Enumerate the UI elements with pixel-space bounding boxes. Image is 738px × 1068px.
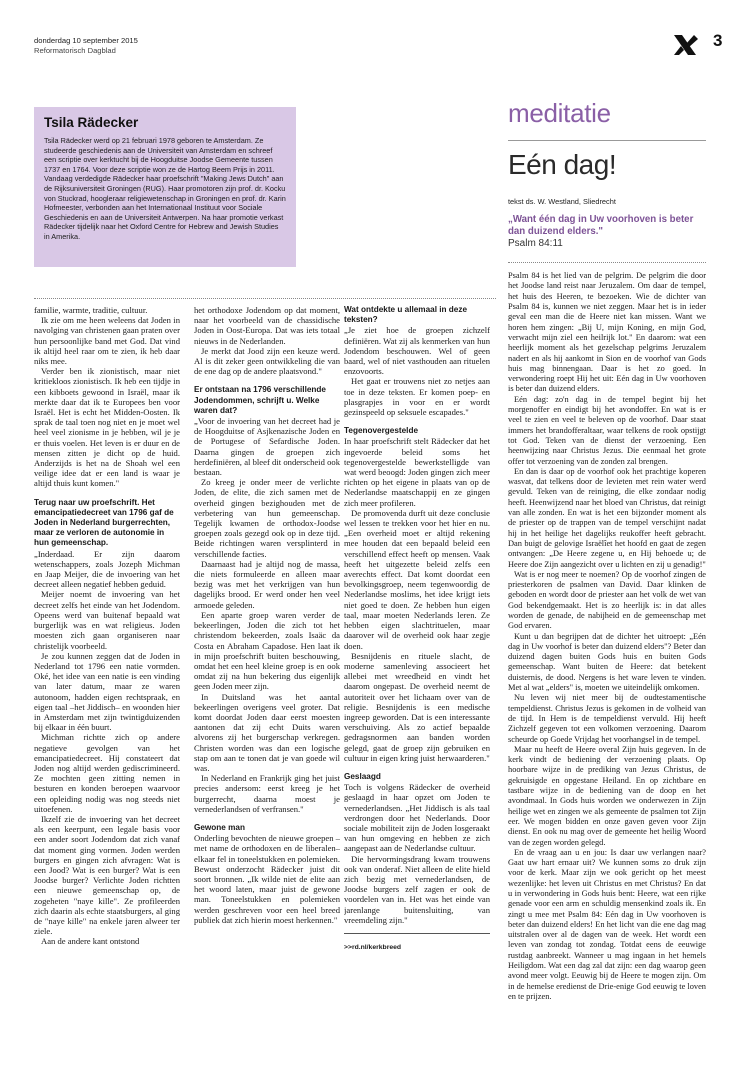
link-rule (344, 933, 490, 934)
meditatie-paragraph: Maar nu heeft de Heere overal Zijn huis gegeven. In de kerk vindt de bediening der verzoening plaats. Op hoorbare wijze in de prediking van Jezus Christus, de gekruisigde en opgestane Heiland. En op zichtbare en tastbare wijze in de bediening van de doop en het avondmaal. In Gods huis worden we onderwezen in Zijn heilige wet en zingen we als gemeente de psalmen tot Zijn eer. We mogen bidden en onze gaven geven voor Zijn dienst. En ook nu mag over de gemeente het heilig Woord van de zegen worden gelegd. (508, 744, 706, 847)
meditatie-title: Eén dag! (508, 149, 617, 180)
article-paragraph: Toch is volgens Rädecker de overheid geslaagd in haar opzet om Joden te vernederlandsen. „Het Jiddisch is als taal verdrongen door het Nederlands. Door sociale mobiliteit zijn de Joden losgeraakt van hun omgeving en hebben ze zich aangepast aan de Nederlandse cultuur. (344, 782, 490, 854)
article-paragraph: het orthodoxe Jodendom op dat moment, naar het voorbeeld van de chassidische Joden in Oost-Europa. Dat was iets totaal nieuws in de Nederlanden. (194, 305, 340, 346)
article-paragraph: Michman richtte zich op andere negatieve gevolgen van het emancipatiedecreet. Hij constateert dat Joden nog altijd werden gediscrimineerd. Ze mochten geen zitting nemen in besturen en konden beroepen waarvoor een opleiding nodig was nog steeds niet uitoefenen. (34, 732, 180, 814)
page-number: 3 (713, 31, 723, 50)
meditatie-paragraph: Eén dag: zo'n dag in de tempel begint bij het morgenoffer en eindigt bij het avondoffer. En wat is er veel te zien en veel te beleven op de voorhof. Daar staat immers het brandofferaltaar, waar telkens de rook opstijgt tot God. Teken van de dienst der verzoening. Een heenwijzing naar Christus Jezus. Die eenmaal het grote offer tot verzoening van de zonden zal brengen. (508, 394, 706, 466)
article-paragraph: „Je ziet hoe de groepen zichzelf definiëren. Wat zij als kenmerken van hun Jodendom beschouwen. Wel of geen baard, wel of niet vasthouden aan rituelen enzovoorts. (344, 325, 490, 377)
article-paragraph: Aan de andere kant ontstond (41, 936, 140, 947)
meditatie-kicker: meditatie (508, 98, 611, 128)
newspaper-name: Reformatorisch Dagblad (34, 46, 116, 55)
article-paragraph: Meijer noemt de invoering van het decreet zelfs het einde van het Jodendom. Opeens werd van buitenaf bepaald wat burgerlijk was en wat religieus. Joden moesten zich gaan organiseren naar christelijk voorbeeld. (34, 589, 180, 651)
article-subheading: Terug naar uw proefschrift. Het emancipatiedecreet van 1796 gaf de Joden in Nederland burgerrechten, maar ze verloren de autonomie in hun gemeenschap. (34, 497, 174, 548)
newspaper-logo-icon (672, 33, 698, 57)
article-paragraph: Daarnaast had je altijd nog de massa, die niets formuleerde en alleen maar bezig was met het verkrijgen van hun dagelijks brood. Er werd onder hen veel armoede geleden. (194, 558, 340, 610)
article-paragraph: In haar proefschrift stelt Rädecker dat het ingevoerde beleid soms het tegenovergestelde bewerkstelligde van wat werd beoogd: Joden gingen zich meer richten op het eigene in plaats van op de Nederlandse maatschappij en ze gingen zich meer profileren. (344, 436, 490, 508)
meditatie-paragraph: Psalm 84 is het lied van de pelgrim. De pelgrim die door het Joodse land reist naar Jeruzalem. Om daar de tempel, het huis des Heeren, te bezoeken. Wie de dichter van Psalm 84 is, kunnen we niet zeggen. Maar het is in ieder geval een man die de Heere niet kan missen. Want we horen hem zingen: „Bij U, mijn Koning, en mijn God, verwacht mijn ziel een heilrijk lot." En daarom: wat een heerlijk moment als het gezelschap pelgrims Jeruzalem nadert en als hij aankomt in Sion en de voorhof van Gods huis mag binnengaan. Daar is het zo goed. In verwondering roept Hij het uit: Eén dag in Uw voorhoven is beter dan duizend elders. (508, 271, 706, 394)
article-subheading: Er ontstaan na 1796 verschillende Jodendommen, schrijft u. Welke waren dat? (194, 385, 326, 415)
meditatie-divider (508, 262, 706, 263)
meditatie-paragraph: En de vraag aan u en jou: Is daar uw verlangen naar? Gaat uw hart ernaar uit? We kunnen soms zo druk zijn voor de kerk. Maar zijn we ook gericht op het meest wezenlijke: het leven uit Christus en met Christus? En dat u in verwondering in Gods huis bent: Heere, wat een rijke genade voor een arm en schuldig mensenkind zoals ik. En zingt u mee met Psalm 84: Eén dag in Uw voorhoven is beter dan duizend elders! En het licht van die ene dag mag uitstralen over al de dagen van de week. Het wordt een leven van zondag tot zondag. Totdat eens de eeuwige rustdag aanbreekt. Wanneer u mag ingaan in het hemels Heiligdom. Wat een dag zal dat zijn: een dag waarop geen avond meer volgt. Eeuwig bij de Heere te mogen zijn. Om in de hemelse eredienst de Drie-enige God eeuwig te loven en te prijzen. (508, 847, 706, 1001)
article-paragraph: In Nederland en Frankrijk ging het juist precies andersom: eerst kreeg je het burgerrecht, daarna moest je vernederlandsen of verfransen." (194, 773, 340, 814)
article-paragraph: Onderling bevochten de nieuwe groepen –met name de orthodoxen en de liberalen– elkaar fel in toneelstukken en polemieken. Bewust onderzocht Rädecker juist dit soort bronnen. „Ik wilde niet de elite aan het woord laten, maar juist de gewone man. Toneelstukken en polemieken werden geschreven voor een heel breed publiek dat zich hierin moest herkennen." (194, 833, 340, 925)
meditatie-author: tekst ds. W. Westland, Sliedrecht (508, 197, 616, 206)
article-divider (34, 298, 496, 299)
article-paragraph: „Inderdaad. Er zijn daarom wetenschappers, zoals Jozeph Michman en Jaap Meijer, die de invoering van het decreet alleen negatief hebben geduid. (34, 548, 180, 590)
meditatie-reference: Psalm 84:11 (508, 238, 563, 250)
article-paragraph: Het gaat er trouwens niet zo netjes aan toe in deze teksten. Er komen poep- en plasgrapjes in voor en er wordt gezinspeeld op seksuele escapades." (344, 376, 490, 418)
meditatie-quote: „Want één dag in Uw voorhoven is beter dan duizend elders." (508, 214, 694, 237)
article-paragraph: In Duitsland was het aantal bekeerlingen overigens veel groter. Dat komt doordat Joden daar eerst moesten aantonen dat zij echt Duits waren alvorens zij het burgerschap verkregen. Christen worden was dan een logische stap om aan te tonen dat je van goede wil was. (194, 691, 340, 773)
bio-name: Tsila Rädecker (44, 115, 139, 130)
meditatie-body (508, 271, 706, 1066)
article-paragraph: familie, warmte, traditie, cultuur. (34, 305, 148, 315)
article-paragraph: Verder ben ik zionistisch, maar niet kritiekloos zionistisch. Ik heb een tijdje in een kibboets gewoond in Israël, maar ik merkte daar dat ik te Europees ben voor Israël. Het is echt het Midden-Oosten. Ik sprak de taal toen nog niet en je moet wel heel veel zionisme in je hebben, wil je je er thuis voelen. Het leven is er duur en de mensen zitten je dicht op de huid. Anderzijds is het na de Shoah wel een veilige idee dat er een land is waar je altijd thuis kunt komen." (34, 366, 180, 489)
meditatie-column (508, 98, 706, 1066)
bio-text: Tsila Rädecker werd op 21 februari 1978 geboren te Amsterdam. Ze studeerde geschiedenis aan de Universiteit van Amsterdam en schreef een scriptie over kerktucht bij de Hoogduitse Joodse Gemeente tussen 1737 en 1764. Voor deze scriptie won ze de Hartog Beem Prijs in 2011. Vandaag verdedigde Rädecker haar proefschrift "Making Jews Dutch" aan de Rijksuniversiteit Groningen (RUG). Haar promotoren zijn prof. dr. Kocku von Stuckrad, hoogleraar religiewetenschap in Groningen en prof. dr. Karin Hofmeester, verbonden aan het Internationaal Instituut voor Sociale Geschiedenis en aan de Universiteit Antwerpen. Na haar promotie verkast Rädecker tijdelijk naar het Oxford Centre for Hebrew and Jewish Studies in Amerika. (44, 136, 286, 241)
article-paragraph: Die hervormingsdrang kwam trouwens ook van onderaf. Niet alleen de elite hield zich bezig met vernederlandsen, de Joodse burgers zelf zagen er ook de voordelen van in. Het was het einde van jarenlange buitensluiting, van vreemdeling zijn." (344, 853, 490, 925)
article-paragraph: Ik zie om me heen weleens dat Joden in navolging van christenen gaan praten over hun persoonlijke band met God. Dat vind ik altijd heel raar om te zien, ik heb daar niks mee. (34, 315, 180, 367)
article-column-2 (194, 305, 340, 1060)
article-column-3 (344, 305, 490, 1060)
meditatie-paragraph: Kunt u dan begrijpen dat de dichter het uitroept: „Eén dag in Uw voorhof is beter dan duizend elders"? Beter dan duizend dagen buiten Gods huis en buiten Gods gemeenschap. Want buiten de Heere: dat betekent duisternis, de dood. Nergens is het ware leven te vinden. Met al wat „elders" is, moeten we uiteindelijk omkomen. (508, 631, 706, 693)
article-paragraph: Je zou kunnen zeggen dat de Joden in Nederland tot 1796 een natie vormden. Oké, het idee van een natie is een vinding van later datum, maar ze waren autonoom, hadden eigen rechtspraak, en eigen taal –het Jiddisch– en woonden hier in Amsterdam met zijn twintigduizenden bij elkaar in één buurt. (34, 650, 180, 733)
article-paragraph: Besnijdenis en rituele slacht, de moderne samenleving associeert het allebei met wreedheid en vindt het daarom ongepast. De overheid neemt de autoriteit over het lichaam over van de religie. Besnijdenis is een medische ingreep geworden. Dat is een interessante verschuiving. Als zo actief bepaalde gedragsnormen aan banden worden gelegd, gaat de groep zijn gebruiken en cultuur in eigen kring juist herwaarderen." (344, 650, 490, 763)
article-column-1 (34, 305, 180, 1060)
meditatie-paragraph: Wat is er nog meer te noemen? Op de voorhof zingen de priesterkoren de psalmen van David. Daar klinken de geboden en wordt door de priester aan het volk de wet van God bekendgemaakt. Het is zo heerlijk is: in dat alles worden de genade, de nabijheid en de gemeenschap met God ervaren. (508, 569, 706, 631)
meditatie-paragraph: Nu leven wij niet meer bij de oudtestamentische tempeldienst. Christus Jezus is gekomen in de volheid van de tijd. In Hem is de tempeldienst vervuld. Hij heeft Zichzelf gegeven tot een volkomen verzoening. Daarom scheurde op Goede Vrijdag het voorhangsel in de tempel. (508, 693, 706, 744)
bio-box (34, 107, 296, 267)
meditatie-rule (508, 140, 706, 141)
article-paragraph: Ikzelf zie de invoering van het decreet als een keerpunt, een legale basis voor een ander soort Jodendom dat zich vanaf dat moment ging vormen. Joden werden burgers en gingen zich afvragen: Wat is een Jood? Wat is een burger? Wat is een Joodse burger? Verlichte Joden richtten een nieuwe gemeenschap op, de zogeheten "naye kille". Ze profileerden zich daarin als echte staatsburgers, al ging de "naye kille" na enkele jaren alweer ter ziele. (34, 813, 180, 937)
website-link[interactable]: >>rd.nl/kerkbreed (344, 943, 402, 951)
article-subheading: Geslaagd (344, 771, 381, 781)
article-paragraph: Je merkt dat Jood zijn een keuze werd. Al is dit zeker geen ontwikkeling die van de ene dag op de andere plaatsvond." (194, 345, 340, 377)
article-paragraph: Zo kreeg je onder meer de verlichte Joden, de elite, die zich samen met de overheid gingen bezighouden met de verbetering van hun gemeenschap. Tegelijk kwamen de orthodox-Joodse groepen zoals gezegd ook op in deze tijd. Beide richtingen waren versplinterd in verschillende facties. (194, 477, 340, 559)
article-subheading: Tegenovergestelde (344, 426, 419, 436)
article-paragraph: „Voor de invoering van het decreet had je de Hoogduitse of Asjkenazische Joden en de Portugese of Sefardische Joden. Daarna gingen de groepen zich herdefiniëren, al bleef dit onderscheid ook bestaan. (194, 416, 340, 478)
article-subheading: Gewone man (194, 822, 245, 832)
article-paragraph: Een aparte groep waren verder de bekeerlingen, Joden die zich tot het christendom bekeerden, zoals Isaäc da Costa en Abraham Capadose. Hen laat ik in mijn proefschrift buiten beschouwing, omdat het een heel kleine groep is en ook omdat zij na hun bekering dus eigenlijk geen Joden meer zijn. (194, 609, 340, 692)
article-paragraph: De promovenda durft uit deze conclusie wel lessen te trekken voor het hier en nu. „Een overheid moet er altijd rekening mee houden dat een bepaald beleid een verschillend effect heeft op mensen. Vaak heeft het uitgezette beleid zelfs een averechts effect. Dat komt doordat een bevolkingsgroep, neem tegenwoordig de Nederlandse moslims, het idee krijgt iets niet goed te doen. Ze hebben hun eigen taal, maar moeten Nederlands leren. Ze hebben eigen slachtrituelen, maar daarover wil de overheid ook haar zegje doen. (344, 507, 490, 651)
issue-date: donderdag 10 september 2015 (34, 36, 138, 45)
article-subheading: Wat ontdekte u allemaal in deze teksten? (344, 305, 467, 325)
meditatie-paragraph: En dan is daar op de voorhof ook het prachtige koperen wasvat, dat telkens door de levieten met rein water werd gevuld. Teken van de reiniging, die elke zondaar nodig heeft. Heenwijzend naar het bloed van Christus, dat reinigt van alle zonden. En wat is het een bijzonder moment als de priester op de trappen van de tempel verschijnt nadat hij in het heilige het dagelijks reukoffer heeft gebracht. Dan buigt de gelovige Israëlîet het hoofd en gaat de zegen ontvangen: „De Heere zegene u, en Hij behoede u; de Heere doe Zijn aangezicht over u lichten en zij u genadig!" (508, 466, 706, 569)
